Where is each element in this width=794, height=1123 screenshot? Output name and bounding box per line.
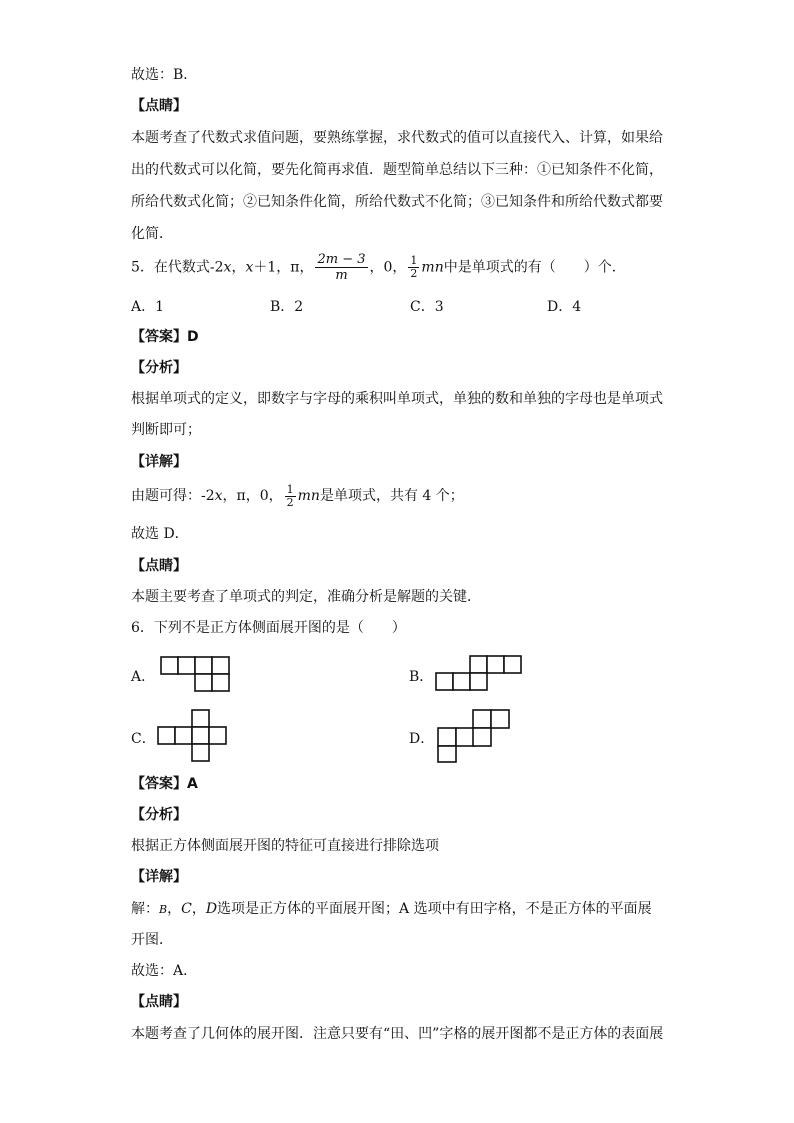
q5-fraction-denominator: m bbox=[335, 268, 348, 283]
q5-xiangjie-start: 由题可得：-2 bbox=[131, 488, 215, 504]
q6-net-a-square bbox=[212, 674, 229, 691]
q6-xiangjie-prefix: 解： bbox=[131, 901, 159, 917]
q5-var-mn: mn bbox=[421, 259, 444, 276]
q5-xiangjie-end: 是单项式，共有 4 个； bbox=[319, 488, 464, 504]
q5-xiangjie-var-x: x bbox=[214, 488, 223, 504]
q6-xiangjie-letter-b: B bbox=[159, 903, 168, 916]
q5-option-b: B．2 bbox=[270, 299, 304, 315]
q6-net-d-square bbox=[491, 710, 509, 728]
q4-dianjing-line-2: 出的代数式可以化简，要先化简再求值．题型简单总结以下三种：①已知条件不化简， bbox=[131, 162, 663, 178]
q6-dianjing-line-1: 本题考查了几何体的展开图．注意只要有“田、凹”字格的展开图都不是正方体的表面展 bbox=[131, 1026, 664, 1042]
q4-dianjing-line-1: 本题考查了代数式求值问题，要熟练掌握，求代数式的值可以直接代入、计算，如果给 bbox=[131, 130, 663, 146]
q6-xiangjie-sep: ， bbox=[167, 901, 182, 917]
q4-dianjing-heading: 【点睛】 bbox=[131, 98, 187, 114]
q6-conclusion: 故选：A． bbox=[131, 963, 198, 979]
q6-net-a-square bbox=[161, 657, 178, 674]
q5-fenxi-line-2: 判断即可； bbox=[131, 422, 201, 438]
q6-label-b: B． bbox=[409, 669, 434, 685]
q5-middle: ，0， bbox=[369, 259, 407, 276]
q5-xiangjie-half bbox=[285, 484, 296, 509]
q5-xiangjie-half-numerator: 1 bbox=[286, 482, 294, 496]
q4-conclusion: 故选：B． bbox=[131, 67, 198, 83]
q5-stem bbox=[131, 252, 626, 283]
q6-net-a-square bbox=[178, 657, 195, 674]
q5-fenxi-heading: 【分析】 bbox=[131, 360, 187, 376]
q5-fenxi-line-1: 根据单项式的定义，即数字与字母的乘积叫单项式，单独的数和单独的字母也是单项式 bbox=[131, 391, 663, 407]
q5-fraction bbox=[315, 252, 367, 283]
q5-half-denominator: 2 bbox=[410, 267, 418, 280]
q6-fenxi-heading: 【分析】 bbox=[131, 807, 187, 823]
q6-net-c-square bbox=[209, 727, 226, 744]
q6-xiangjie-line-2: 开图． bbox=[131, 932, 173, 948]
q5-xiangjie-mid: ，π，0， bbox=[222, 488, 283, 504]
q6-xiangjie-letter-c: C bbox=[181, 901, 192, 917]
q5-stem-start: 5．在代数式-2 bbox=[131, 259, 224, 276]
q5-fraction-numerator: 2m − 3 bbox=[317, 252, 366, 267]
q5-conclusion: 故选 D． bbox=[131, 526, 189, 542]
q6-label-d: D． bbox=[409, 731, 435, 747]
q6-xiangjie-sep: ， bbox=[191, 901, 206, 917]
q6-net-c-square bbox=[175, 727, 192, 744]
q6-net-d-square bbox=[438, 746, 456, 762]
q5-xiangjie-var-mn: mn bbox=[297, 488, 320, 504]
q6-label-a: A． bbox=[131, 669, 156, 685]
q6-xiangjie-heading: 【详解】 bbox=[131, 869, 187, 885]
q6-net-b-square bbox=[436, 673, 453, 690]
q6-xiangjie-rest: 选项是正方体的平面展开图；A 选项中有田字格，不是正方体的平面展 bbox=[217, 901, 652, 917]
q6-net-c-square bbox=[192, 744, 209, 761]
q5-dianjing-line-1: 本题主要考查了单项式的判定，准确分析是解题的关键． bbox=[131, 589, 481, 605]
q5-option-d: D．4 bbox=[547, 299, 582, 315]
q6-xiangjie-letter-d: D bbox=[205, 901, 218, 917]
q5-option-c: C．3 bbox=[410, 299, 444, 315]
q6-net-d-square bbox=[456, 728, 474, 746]
q4-dianjing-line-4: 化简． bbox=[131, 226, 173, 242]
q6-label-c: C． bbox=[131, 731, 156, 747]
q6-fenxi-line-1: 根据正方体侧面展开图的特征可直接进行排除选项 bbox=[131, 838, 439, 854]
q5-var-x2: x bbox=[245, 259, 254, 276]
q5-xiangjie-heading: 【详解】 bbox=[131, 454, 187, 470]
q5-plus-one: ＋1，π， bbox=[253, 259, 314, 276]
q6-net-a bbox=[158, 654, 232, 694]
q6-net-b-square bbox=[504, 656, 521, 673]
q5-comma: ， bbox=[231, 259, 246, 276]
q6-net-b-square bbox=[487, 656, 504, 673]
q6-net-a-square bbox=[212, 657, 229, 674]
q5-stem-end: 中是单项式的有（ ）个． bbox=[443, 259, 626, 276]
q5-xiangjie-half-denominator: 2 bbox=[286, 495, 294, 509]
q5-option-a: A．1 bbox=[131, 299, 165, 315]
q6-net-c-square bbox=[192, 727, 209, 744]
q4-dianjing-line-3: 所给代数式化简；②已知条件化简，所给代数式不化简；③已知条件和所给代数式都要 bbox=[131, 194, 663, 210]
q5-half-numerator: 1 bbox=[410, 254, 418, 267]
q5-half bbox=[408, 255, 419, 280]
q6-net-d bbox=[436, 708, 514, 766]
q6-net-c bbox=[156, 707, 230, 765]
q6-net-c-square bbox=[158, 727, 175, 744]
q6-xiangjie-line-1 bbox=[131, 900, 652, 919]
q5-xiangjie-line bbox=[131, 482, 464, 510]
q6-net-b-square bbox=[470, 673, 487, 690]
q6-net-d-square bbox=[438, 728, 456, 746]
q5-dianjing-heading: 【点睛】 bbox=[131, 558, 187, 574]
q6-net-b-square bbox=[453, 673, 470, 690]
q6-net-b bbox=[434, 653, 524, 693]
q6-net-d-square bbox=[473, 728, 491, 746]
q6-dianjing-heading: 【点睛】 bbox=[131, 994, 187, 1010]
q6-net-a-square bbox=[195, 657, 212, 674]
q5-answer: 【答案】D bbox=[131, 329, 199, 345]
q6-answer: 【答案】A bbox=[131, 776, 198, 792]
q6-net-b-square bbox=[470, 656, 487, 673]
q5-var-x: x bbox=[223, 259, 232, 276]
q6-stem: 6．下列不是正方体侧面展开图的是（ ） bbox=[131, 620, 406, 636]
q6-net-a-square bbox=[195, 674, 212, 691]
q6-net-c-square bbox=[192, 710, 209, 727]
q6-net-d-square bbox=[473, 710, 491, 728]
